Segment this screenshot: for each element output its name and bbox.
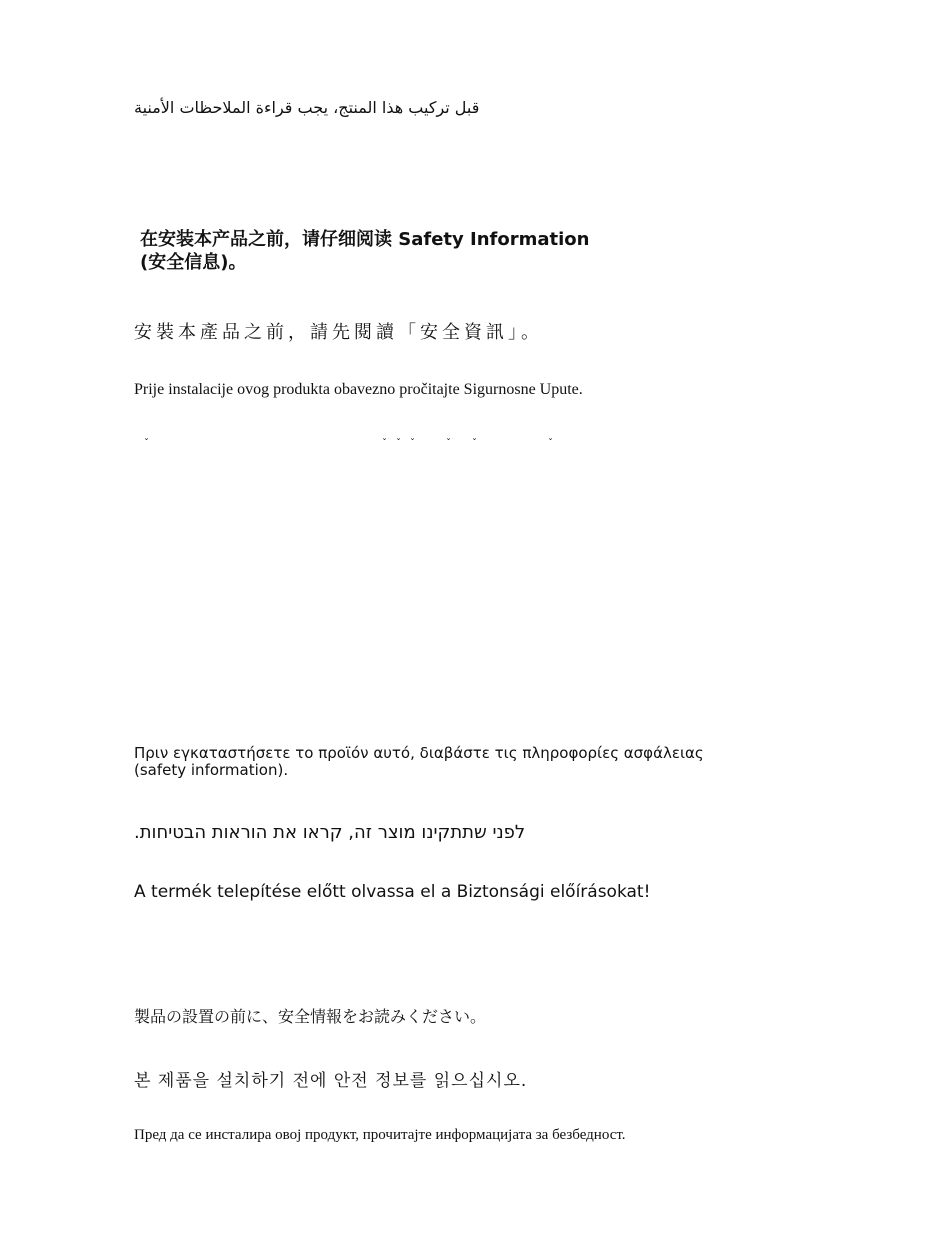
safety-notice-chinese-simplified: 在安装本产品之前，请仔细阅读 Safety Information (安全信息)。 [140, 229, 590, 273]
diacritic-mark: ˇ [410, 438, 415, 449]
safety-notice-macedonian: Пред да се инсталира овој продукт, прочитајте информацијата за безбедност. [134, 1127, 626, 1143]
safety-notice-croatian: Prije instalacije ovog produkta obavezno pročitajte Sigurnosne Upute. [134, 381, 583, 398]
safety-notice-hungarian: A termék telepítése előtt olvassa el a Biztonsági előírásokat! [134, 882, 651, 902]
safety-notice-greek: Πριν εγκαταστήσετε το προϊόν αυτό, διαβάστε τις πληροφορίες ασφάλειας (safety information). [134, 744, 704, 779]
diacritic-mark: ˇ [396, 438, 401, 449]
diacritic-mark: ˇ [548, 438, 553, 449]
safety-notice-chinese-traditional: 安裝本產品之前，請先閱讀「安全資訊」。 [134, 322, 543, 343]
safety-notice-arabic: قبل تركيب هذا المنتج، يجب قراءة الملاحظات الأمنية [134, 98, 480, 117]
safety-notice-korean: 본 제품을 설치하기 전에 안전 정보를 읽으십시오. [134, 1071, 528, 1091]
diacritic-mark: ˇ [446, 438, 451, 449]
safety-notice-japanese: 製品の設置の前に、安全情報をお読みください。 [134, 1007, 487, 1026]
safety-notice-hebrew: לפני שתתקינו מוצר זה, קראו את הוראות הבטיחות. [134, 822, 526, 843]
diacritic-mark: ˇ [472, 438, 477, 449]
diacritic-marks-row [134, 438, 564, 452]
diacritic-mark: ˇ [382, 438, 387, 449]
diacritic-mark: ˇ [144, 438, 149, 449]
